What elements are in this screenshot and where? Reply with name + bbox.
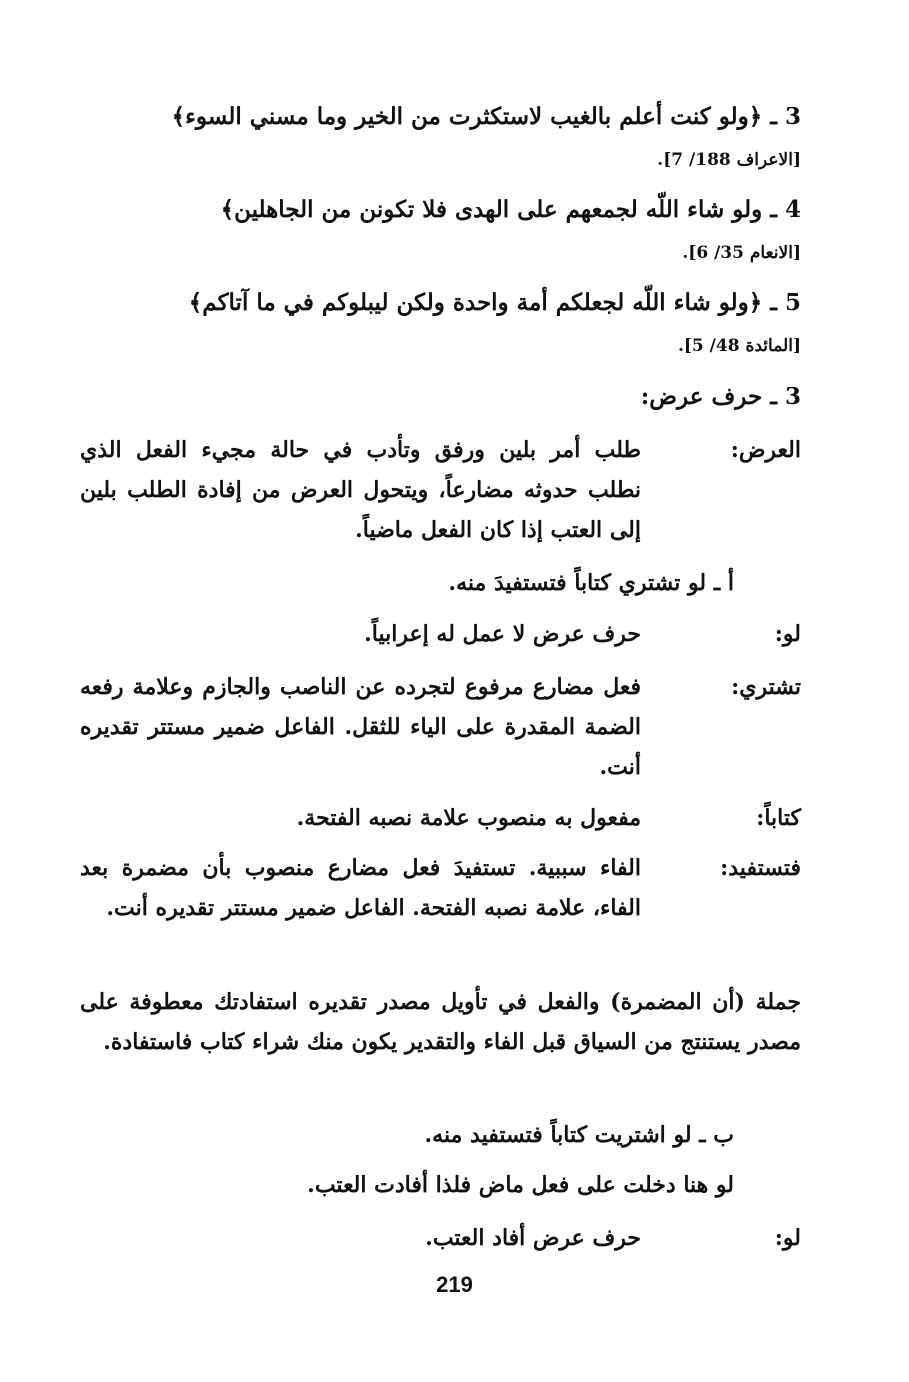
definition-row bbox=[80, 430, 801, 550]
parse-term: فتستفيد: bbox=[720, 855, 801, 881]
example-a: أ ـ لو تشتري كتاباً فتستفيدَ منه. bbox=[448, 570, 734, 596]
verse-line-5: 5 ـ ﴿ولو شاء اللّه لجعلكم أمة واحدة ولكن ليبلوكم في ما آتاكم﴾ bbox=[188, 289, 801, 316]
parse-text: حرف عرض لا عمل له إعرابياً. bbox=[364, 621, 641, 647]
parse-text: حرف عرض أفاد العتب. bbox=[425, 1225, 641, 1251]
parse-row bbox=[80, 667, 801, 787]
verse-line-4: 4 ـ ولو شاء اللّه لجمعهم على الهدى فلا تكونن من الجاهلين﴾ bbox=[220, 196, 801, 223]
section-heading: 3 ـ حرف عرض: bbox=[640, 383, 801, 410]
parse-text: الفاء سببية. تستفيدَ فعل مضارع منصوب بأن مضمرة بعد الفاء، علامة نصبه الفتحة. الفاعل ضمير مستتر تقديره أنت. bbox=[80, 855, 641, 921]
parse-row bbox=[80, 848, 801, 928]
parse-term: كتاباً: bbox=[756, 805, 801, 831]
parse-row bbox=[80, 614, 801, 654]
definition-text: طلب أمر بلين ورفق وتأدب في حالة مجيء الفعل الذي نطلب حدوثه مضارعاً، ويتحول العرض من إفادة الطلب بلين إلى العتب إذا كان الفعل ماضياً. bbox=[80, 437, 641, 543]
parse-term: تشتري: bbox=[731, 674, 801, 700]
parse-row bbox=[80, 798, 801, 838]
parse-text: مفعول به منصوب علامة نصبه الفتحة. bbox=[296, 805, 641, 831]
parse-term: لو: bbox=[774, 621, 801, 647]
parse-text: فعل مضارع مرفوع لتجرده عن الناصب والجازم وعلامة رفعه الضمة المقدرة على الياء للثقل. الفاعل ضمير مستتر تقديره أنت. bbox=[80, 674, 641, 780]
verse-reference-5: [المائدة 48/ 5]. bbox=[677, 336, 801, 356]
verse-reference-3: [الاعراف 188/ 7]. bbox=[657, 150, 801, 170]
parse-row bbox=[80, 1218, 801, 1258]
page-number: 219 bbox=[436, 1272, 473, 1297]
explanation-paragraph: جملة (أن المضمرة) والفعل في تأويل مصدر تقديره استفادتك معطوفة على مصدر يستنتج من السياق قبل الفاء والتقدير يكون منك شراء كتاب فاستفادة. bbox=[80, 989, 801, 1055]
parse-term: لو: bbox=[774, 1225, 801, 1251]
example-b: ب ـ لو اشتريت كتاباً فتستفيد منه. bbox=[424, 1122, 734, 1148]
verse-line-3: 3 ـ ﴿ولو كنت أعلم بالغيب لاستكثرت من الخير وما مسني السوء﴾ bbox=[171, 103, 801, 130]
example-b-note: لو هنا دخلت على فعل ماض فلذا أفادت العتب. bbox=[307, 1172, 734, 1198]
definition-term: العرض: bbox=[730, 437, 801, 463]
verse-reference-4: [الانعام 35/ 6]. bbox=[682, 243, 801, 263]
